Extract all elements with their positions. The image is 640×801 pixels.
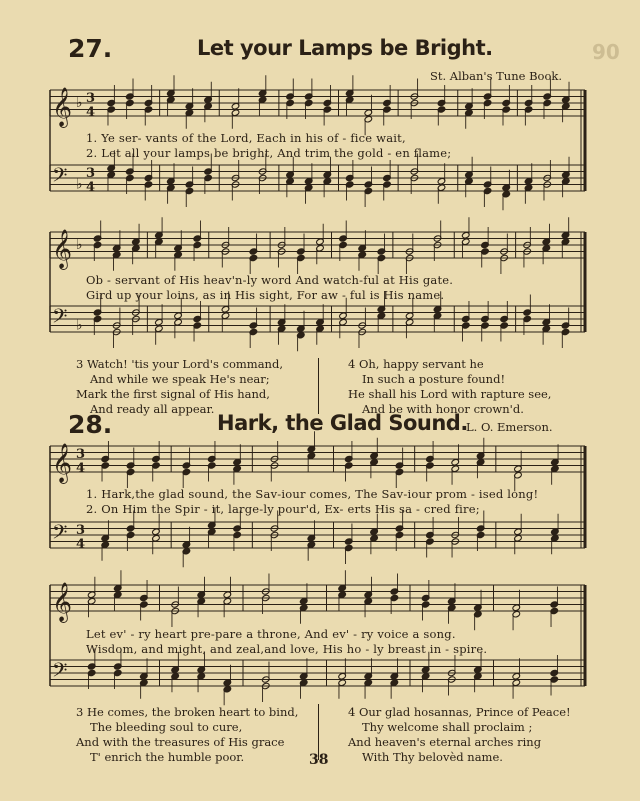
corner-mark: 90 (592, 40, 620, 64)
time-signature-bottom: 4 (86, 180, 96, 195)
time-signature-top: 3 (86, 91, 96, 106)
lyric-line: 2. Let all your lamps be bright, And trim the gold - en flame; (86, 146, 452, 160)
hymn-number: 27. (68, 34, 113, 63)
lyric-line: 1. Ye ser- vants of the Lord, Each in his of - fice wait, (86, 131, 406, 145)
bass-clef: 𝄢 (52, 304, 68, 333)
lyric-line: Wisdom, and might, and zeal,and love, His ho - ly breast in - spire. (86, 642, 488, 656)
lyric-line: Gird up your loins, as in His sight, For aw - ful is His name. (86, 288, 445, 302)
bass-clef: 𝄢 (52, 658, 68, 687)
flat-key-signature: ♭ (76, 95, 83, 111)
stanza-3: 3 Watch! 'tis your Lord's command, And while we speak He's near; Mark the first signal of His hand, And ready all appear. (76, 357, 283, 416)
bass-clef: 𝄢 (52, 520, 68, 549)
hymn-number: 28. (68, 410, 113, 439)
bass-clef: 𝄢 (52, 163, 68, 192)
time-signature-top: 3 (76, 447, 86, 462)
page-number: 38 (309, 752, 329, 768)
time-signature-bottom: 4 (76, 537, 86, 552)
flat-key-signature: ♭ (76, 317, 83, 334)
tune-attribution: St. Alban's Tune Book. (430, 69, 563, 83)
stanza-divider (318, 358, 319, 414)
hymn-title: Let your Lamps be Bright. (197, 36, 493, 60)
stanza-4: 4 Our glad hosannas, Prince of Peace! Thy welcome shall proclaim ; And heaven's eternal arches ring With Thy belovèd name. (348, 705, 571, 764)
lyric-line: 1. Hark,the glad sound, the Sav-iour comes, The Sav-iour prom - ised long! (86, 487, 539, 501)
lyric-line: 2. On Him the Spir - it, large-ly pour'd, Ex- erts His sa - cred fire; (86, 502, 480, 516)
lyric-line: Let ev' - ry heart pre-pare a throne, And ev' - ry voice a song. (86, 627, 456, 641)
treble-clef: 𝄞 (52, 443, 73, 483)
time-signature-top: 3 (76, 523, 86, 538)
flat-key-signature: ♭ (76, 176, 83, 193)
hymn-title: Hark, the Glad Sound. (217, 411, 468, 435)
time-signature-top: 3 (86, 166, 96, 181)
stanza-3: 3 He comes, the broken heart to bind, The bleeding soul to cure, And with the treasures of His grace T' enrich the humble poor. (76, 705, 299, 764)
lyric-line: Ob - servant of His heav'n-ly word And watch-ful at His gate. (86, 273, 454, 287)
treble-clef: 𝄞 (52, 87, 73, 127)
flat-key-signature: ♭ (76, 237, 83, 253)
time-signature-bottom: 4 (86, 105, 96, 120)
tune-attribution: L. O. Emerson. (466, 420, 553, 434)
treble-clef: 𝄞 (52, 229, 73, 269)
stanza-4: 4 Oh, happy servant he In such a posture found! He shall his Lord with rapture see, And be with honor crown'd. (348, 357, 552, 416)
time-signature-bottom: 4 (76, 461, 86, 476)
treble-clef: 𝄞 (52, 582, 73, 622)
